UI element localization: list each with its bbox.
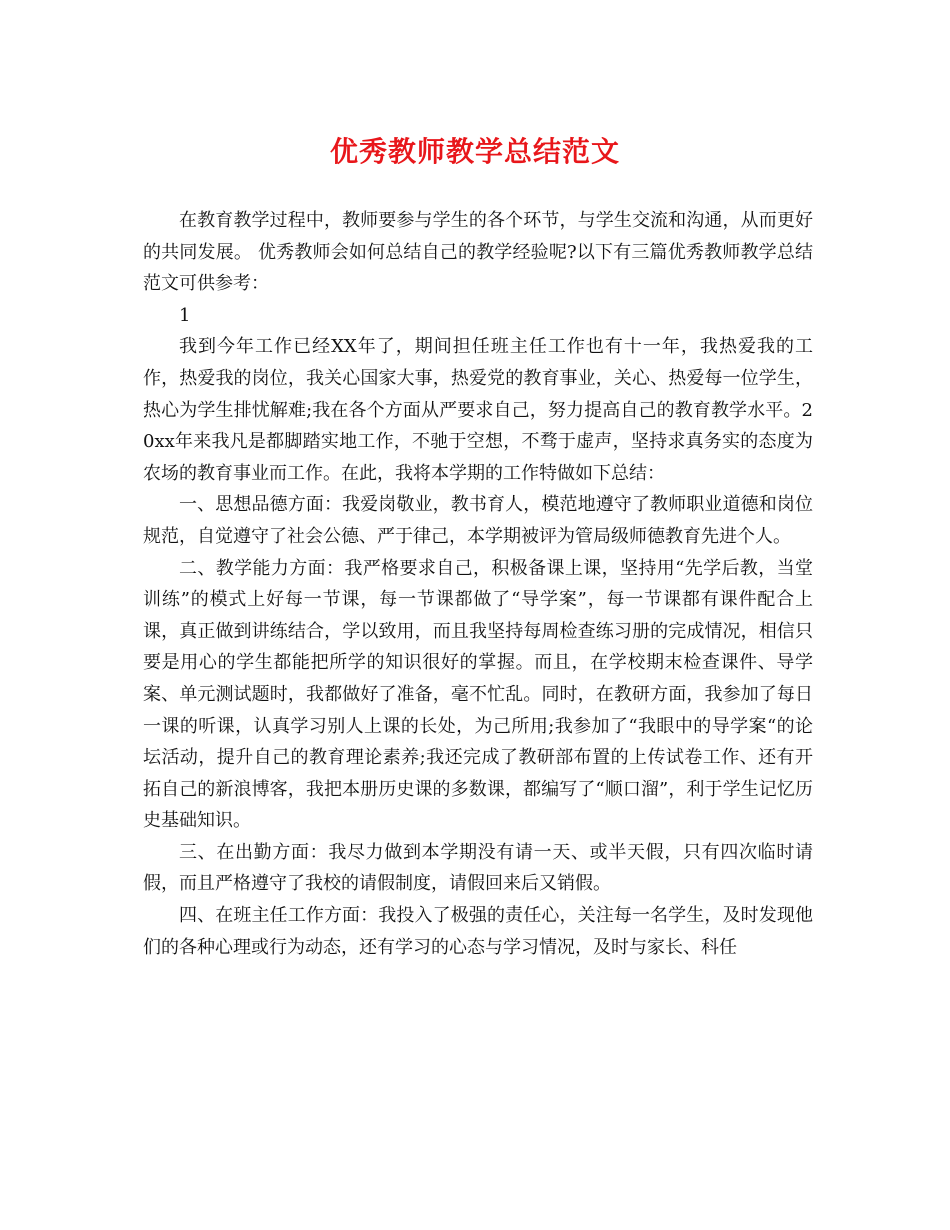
paragraph-teaching: 二、教学能力方面：我严格要求自己，积极备课上课，坚持用“先学后教，当堂训练”的模式上好每一节课，每一节课都做了“导学案”，每一节课都有课件配合上课，真正做到讲练结合，学以致用，而且我坚持每周检查练习册的完成情况，相信只要是用心的学生都能把所学的知识很好的掌握。而且，在学校期末检查课件、导学案、单元测试题时，我都做好了准备，毫不忙乱。同时，在教研方面，我参加了每日一课的听课，认真学习别人上课的长处，为己所用;我参加了“我眼中的导学案“的论坛活动，提升自己的教育理论素养;我还完成了教研部布置的上传试卷工作、还有开拓自己的新浪博客，我把本册历史课的多数课，都编写了“顺口溜”，利于学生记忆历史基础知识。 — [143, 557, 813, 832]
paragraph-intro: 在教育教学过程中，教师要参与学生的各个环节，与学生交流和沟通，从而更好的共同发展。 优秀教师会如何总结自己的教学经验呢?以下有三篇优秀教师教学总结范文可供参考： — [143, 210, 813, 295]
paragraph-attendance: 三、在出勤方面：我尽力做到本学期没有请一天、或半天假，只有四次临时请假，而且严格遵守了我校的请假制度，请假回来后又销假。 — [143, 841, 813, 895]
paragraph-overview: 我到今年工作已经XX年了，期间担任班主任工作也有十一年，我热爱我的工作，热爱我的岗位，我关心国家大事，热爱党的教育事业，关心、热爱每一位学生，热心为学生排忧解难;我在各个方面从严要求自己，努力提高自己的教育教学水平。20xx年来我凡是都脚踏实地工作，不驰于空想，不骛于虚声，坚持求真务实的态度为农场的教育事业而工作。在此，我将本学期的工作特做如下总结： — [143, 336, 813, 484]
document-body — [143, 205, 813, 963]
paragraph-ethics: 一、思想品德方面：我爱岗敬业，教书育人，模范地遵守了教师职业道德和岗位规范，自觉遵守了社会公德、严于律己，本学期被评为管局级师德教育先进个人。 — [143, 494, 813, 547]
paragraph-class-teacher: 四、在班主任工作方面：我投入了极强的责任心，关注每一名学生，及时发现他们的各种心理或行为动态，还有学习的心态与学习情况，及时与家长、科任 — [143, 905, 813, 958]
section-number: 1 — [179, 304, 191, 326]
document-title: 优秀教师教学总结范文 — [329, 135, 620, 168]
